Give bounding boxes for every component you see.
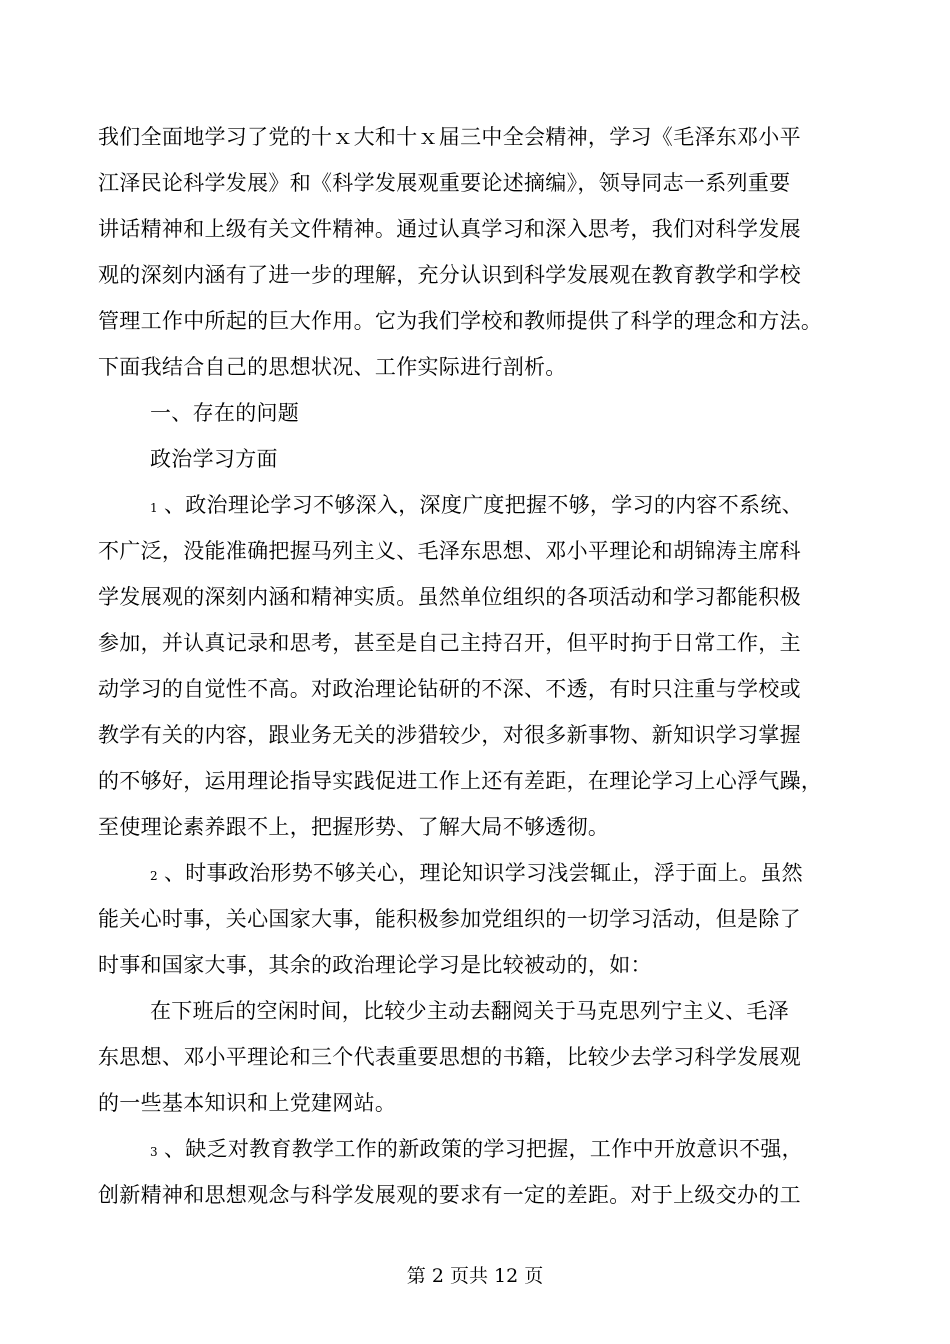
text-line: 能关心时事，关心国家大事，能积极参加党组织的一切学习活动，但是除了 bbox=[98, 907, 801, 931]
item-text: 、时事政治形势不够关心，理论知识学习浅尝辄止，浮于面上。虽然 bbox=[163, 861, 803, 885]
numbered-item-2 bbox=[98, 850, 858, 896]
text-line: 江泽民论科学发展》和《科学发展观重要论述摘编》，领导同志一系列重要 bbox=[98, 171, 791, 195]
text-line: 至使理论素养跟不上，把握形势、了解大局不够透彻。 bbox=[98, 815, 610, 839]
numbered-item-1 bbox=[98, 482, 858, 528]
text-line: 动学习的自觉性不高。对政治理论钻研的不深、不透，有时只注重与学校或 bbox=[98, 677, 801, 701]
text-line: 参加，并认真记录和思考，甚至是自己主持召开，但平时拘于日常工作，主 bbox=[98, 631, 801, 655]
page-footer: 第 2 页共 12 页 bbox=[406, 1265, 544, 1287]
text-line: 在下班后的空闲时间，比较少主动去翻阅关于马克思列宁主义、毛泽 bbox=[150, 999, 789, 1023]
text-line: 的不够好，运用理论指导实践促进工作上还有差距，在理论学习上心浮气躁， bbox=[98, 769, 823, 793]
text-line: 时事和国家大事，其余的政治理论学习是比较被动的，如： bbox=[98, 953, 652, 977]
numbered-item-3 bbox=[98, 1126, 858, 1172]
text-line: 讲话精神和上级有关文件精神。通过认真学习和深入思考，我们对科学发展 bbox=[98, 217, 801, 241]
text-line: 管理工作中所起的巨大作用。它为我们学校和教师提供了科学的理念和方法。 bbox=[98, 309, 823, 333]
item-number: 2 bbox=[150, 869, 158, 883]
text-line: 我们全面地学习了党的十ｘ大和十ｘ届三中全会精神，学习《毛泽东邓小平 bbox=[98, 125, 801, 149]
text-line: 教学有关的内容，跟业务无关的涉猎较少，对很多新事物、新知识学习掌握 bbox=[98, 723, 801, 747]
text-line: 学发展观的深刻内涵和精神实质。虽然单位组织的各项活动和学习都能积极 bbox=[98, 585, 801, 609]
text-line: 的一些基本知识和上党建网站。 bbox=[98, 1091, 397, 1115]
item-text: 、缺乏对教育教学工作的新政策的学习把握，工作中开放意识不强， bbox=[163, 1137, 803, 1161]
document-body bbox=[98, 114, 858, 1218]
text-line: 下面我结合自己的思想状况、工作实际进行剖析。 bbox=[98, 355, 567, 379]
text-line: 不广泛，没能准确把握马列主义、毛泽东思想、邓小平理论和胡锦涛主席科 bbox=[98, 539, 801, 563]
subsection-heading: 政治学习方面 bbox=[150, 447, 278, 471]
section-heading: 一、存在的问题 bbox=[150, 401, 300, 425]
text-line: 创新精神和思想观念与科学发展观的要求有一定的差距。对于上级交办的工 bbox=[98, 1183, 801, 1207]
item-number: 3 bbox=[150, 1145, 158, 1159]
text-line: 东思想、邓小平理论和三个代表重要思想的书籍，比较少去学习科学发展观 bbox=[98, 1045, 801, 1069]
item-text: 、政治理论学习不够深入，深度广度把握不够，学习的内容不系统、 bbox=[163, 493, 803, 517]
item-number: 1 bbox=[150, 501, 158, 515]
text-line: 观的深刻内涵有了进一步的理解，充分认识到科学发展观在教育教学和学校 bbox=[98, 263, 801, 287]
